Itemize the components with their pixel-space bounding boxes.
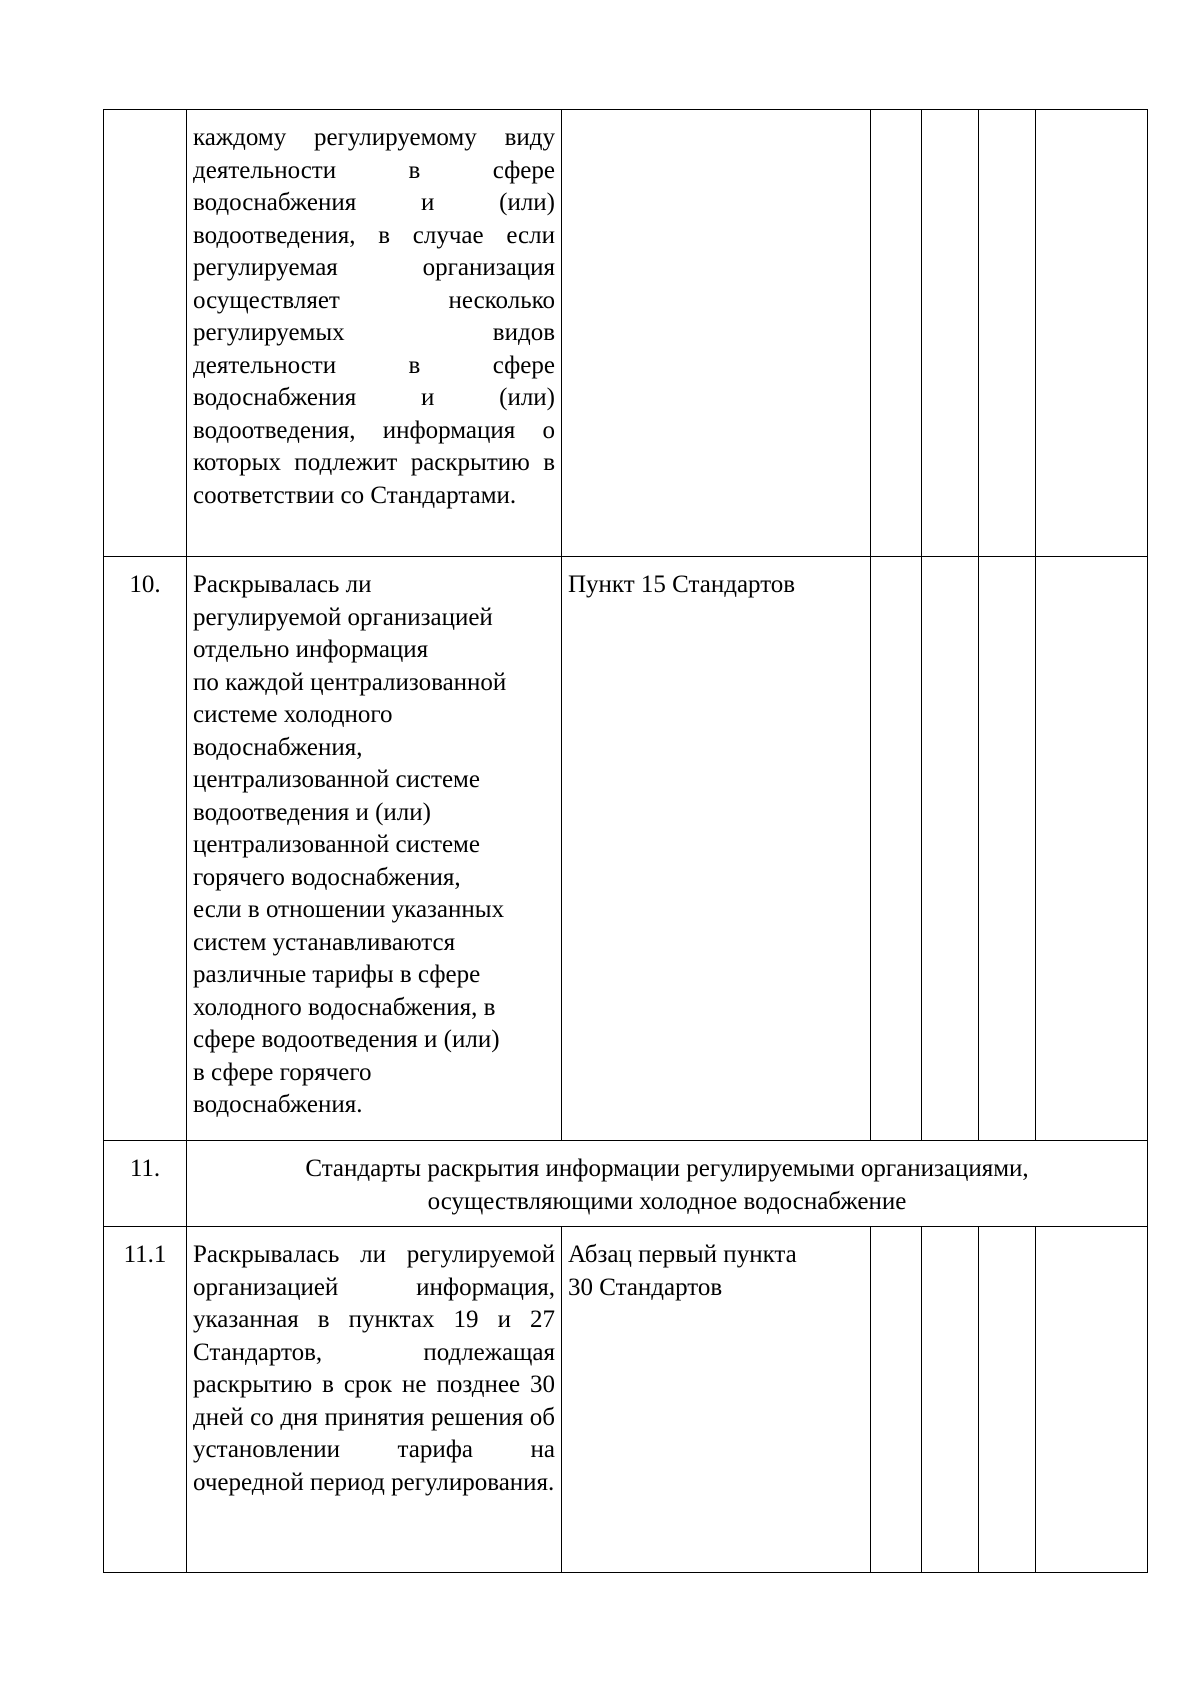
table-row <box>104 110 1148 557</box>
row-number <box>104 110 187 557</box>
row-reference: Абзац первый пункта 30 Стандартов <box>562 1227 871 1573</box>
answer-cell-no <box>922 110 979 557</box>
section-title: Стандарты раскрытия информации регулируемыми организациями, осуществляющими холодное водоснабжение <box>187 1141 1148 1227</box>
answer-cell-no <box>922 1227 979 1573</box>
section-header-row <box>104 1141 1148 1227</box>
note-cell <box>1036 1227 1148 1573</box>
row-number: 11.1 <box>104 1227 187 1573</box>
checklist-table <box>103 109 1148 1573</box>
row-reference <box>562 110 871 557</box>
row-question: Раскрывалась ли регулируемой организацией отдельно информация по каждой централизованной системе холодного водоснабжения, централизованной системе водоотведения и (или) централизованной системе горячего водоснабжения, если в отношении указанных систем устанавливаются различные тарифы в сфере холодного водоснабжения, в сфере водоотведения и (или) в сфере горячего водоснабжения. <box>187 557 562 1141</box>
table-row <box>104 557 1148 1141</box>
answer-cell-yes <box>871 110 922 557</box>
answer-cell-yes <box>871 557 922 1141</box>
note-cell <box>1036 557 1148 1141</box>
row-reference: Пункт 15 Стандартов <box>562 557 871 1141</box>
table-row <box>104 1227 1148 1573</box>
row-number: 11. <box>104 1141 187 1227</box>
answer-cell-no <box>922 557 979 1141</box>
row-question: Раскрывалась ли регулируемой организацией информация, указанная в пунктах 19 и 27 Стандартов, подлежащая раскрытию в срок не позднее 30 дней со дня принятия решения об установлении тарифа на очередной период регулирования. <box>187 1227 562 1573</box>
note-cell <box>1036 110 1148 557</box>
answer-cell-na <box>979 557 1036 1141</box>
answer-cell-na <box>979 110 1036 557</box>
row-question: каждому регулируемому виду деятельности в сфере водоснабжения и (или) водоотведения, в случае если регулируемая организация осуществляет несколько регулируемых видов деятельности в сфере водоснабжения и (или) водоотведения, информация о которых подлежит раскрытию в соответствии со Стандартами. <box>187 110 562 557</box>
answer-cell-yes <box>871 1227 922 1573</box>
answer-cell-na <box>979 1227 1036 1573</box>
row-number: 10. <box>104 557 187 1141</box>
